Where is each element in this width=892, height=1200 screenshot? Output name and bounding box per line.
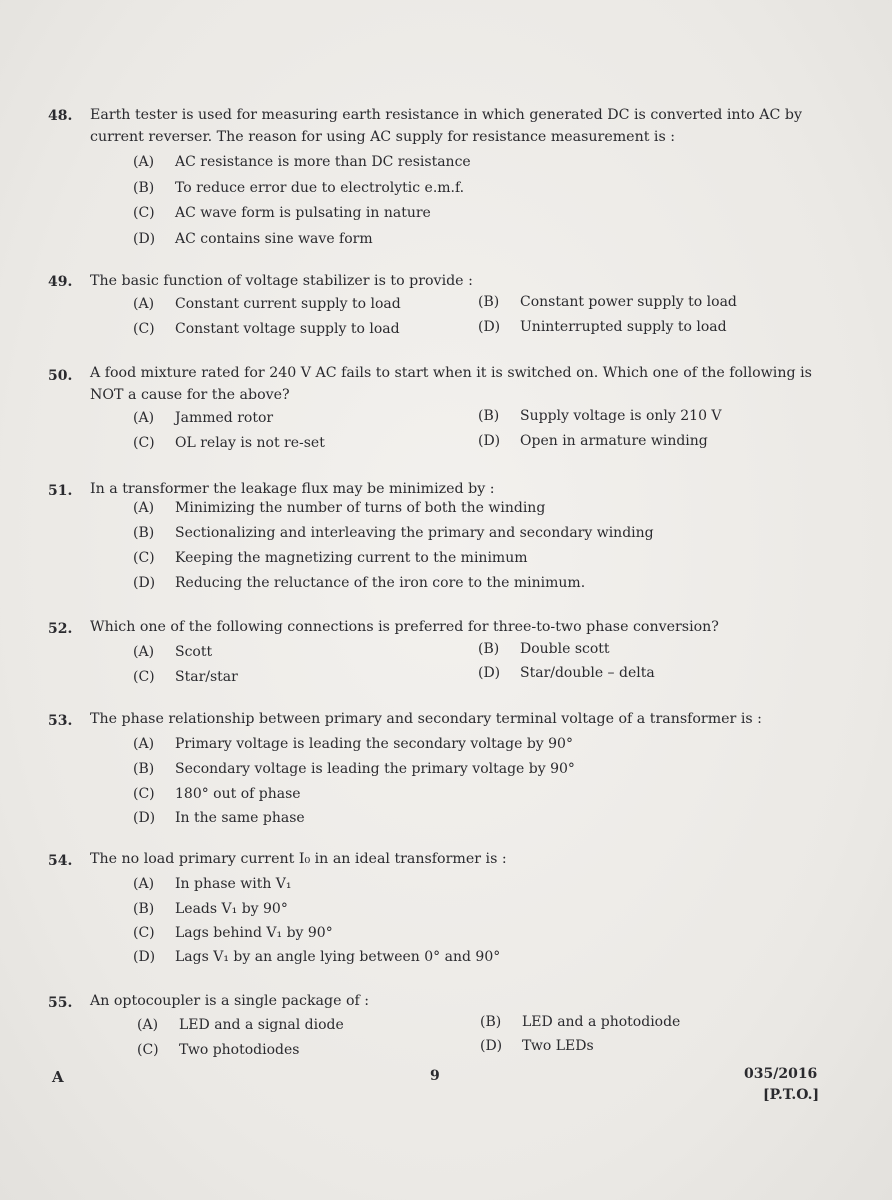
question-number: 50. <box>48 368 73 384</box>
question-text: The basic function of voltage stabilizer is to provide : <box>90 273 473 289</box>
option-d: (D) Two LEDs <box>480 1038 594 1054</box>
question-number: 53. <box>48 713 73 729</box>
option-a: (A) Scott <box>133 644 213 660</box>
option-c: (C) Two photodiodes <box>137 1042 300 1058</box>
option-b: (B) LED and a photodiode <box>480 1014 681 1030</box>
option-a: (A) Jammed rotor <box>133 410 274 426</box>
option-a: (A) In phase with V₁ <box>133 876 292 892</box>
question-number: 49. <box>48 274 73 290</box>
option-d: (D) Open in armature winding <box>478 433 708 449</box>
option-d: (D) In the same phase <box>133 810 305 826</box>
option-a: (A) Primary voltage is leading the secondary voltage by 90° <box>133 736 573 752</box>
question-text: An optocoupler is a single package of : <box>90 993 370 1009</box>
option-c: (C) AC wave form is pulsating in nature <box>133 205 431 221</box>
option-c: (C) Lags behind V₁ by 90° <box>133 925 333 941</box>
question-number: 51. <box>48 483 73 499</box>
option-d: (D) Reducing the reluctance of the iron core to the minimum. <box>133 575 586 591</box>
pto-marker: [P.T.O.] <box>763 1087 820 1103</box>
question-text: Which one of the following connections is preferred for three-to-two phase conversion? <box>90 619 719 635</box>
question-number: 52. <box>48 621 73 637</box>
option-c: (C) 180° out of phase <box>133 786 301 802</box>
question-text: In a transformer the leakage flux may be minimized by : <box>90 481 495 497</box>
paper-code: 035/2016 <box>744 1066 818 1082</box>
option-a: (A) AC resistance is more than DC resistance <box>133 154 471 170</box>
page-number: 9 <box>430 1068 440 1084</box>
option-d: (D) Lags V₁ by an angle lying between 0° and 90° <box>133 949 501 965</box>
option-a: (A) Minimizing the number of turns of both the winding <box>133 500 546 516</box>
option-b: (B) Secondary voltage is leading the primary voltage by 90° <box>133 761 575 777</box>
option-d: (D) AC contains sine wave form <box>133 231 373 247</box>
option-c: (C) OL relay is not re-set <box>133 435 325 451</box>
question-text: The no load primary current I₀ in an ideal transformer is : <box>90 851 507 867</box>
question-text: A food mixture rated for 240 V AC fails to start when it is switched on. Which one of the following is NOT a cause for the above? <box>90 365 812 403</box>
option-d: (D) Star/double – delta <box>478 665 655 681</box>
question-number: 48. <box>48 108 73 124</box>
option-c: (C) Star/star <box>133 669 238 685</box>
series-code: A <box>52 1068 64 1086</box>
option-c: (C) Constant voltage supply to load <box>133 321 400 337</box>
option-a: (A) LED and a signal diode <box>137 1017 344 1033</box>
question-text: Earth tester is used for measuring earth resistance in which generated DC is converted into AC by current reverser. The reason for using AC supply for resistance measurement is : <box>90 107 802 145</box>
question-number: 55. <box>48 995 73 1011</box>
option-b: (B) Constant power supply to load <box>478 294 737 310</box>
question-number: 54. <box>48 853 73 869</box>
option-a: (A) Constant current supply to load <box>133 296 401 312</box>
option-b: (B) Sectionalizing and interleaving the primary and secondary winding <box>133 525 654 541</box>
option-b: (B) Supply voltage is only 210 V <box>478 408 722 424</box>
option-b: (B) Leads V₁ by 90° <box>133 901 288 917</box>
question-text: The phase relationship between primary and secondary terminal voltage of a transformer is : <box>90 711 762 727</box>
option-b: (B) To reduce error due to electrolytic e.m.f. <box>133 180 465 196</box>
option-d: (D) Uninterrupted supply to load <box>478 319 727 335</box>
option-b: (B) Double scott <box>478 641 610 657</box>
option-c: (C) Keeping the magnetizing current to the minimum <box>133 550 528 566</box>
